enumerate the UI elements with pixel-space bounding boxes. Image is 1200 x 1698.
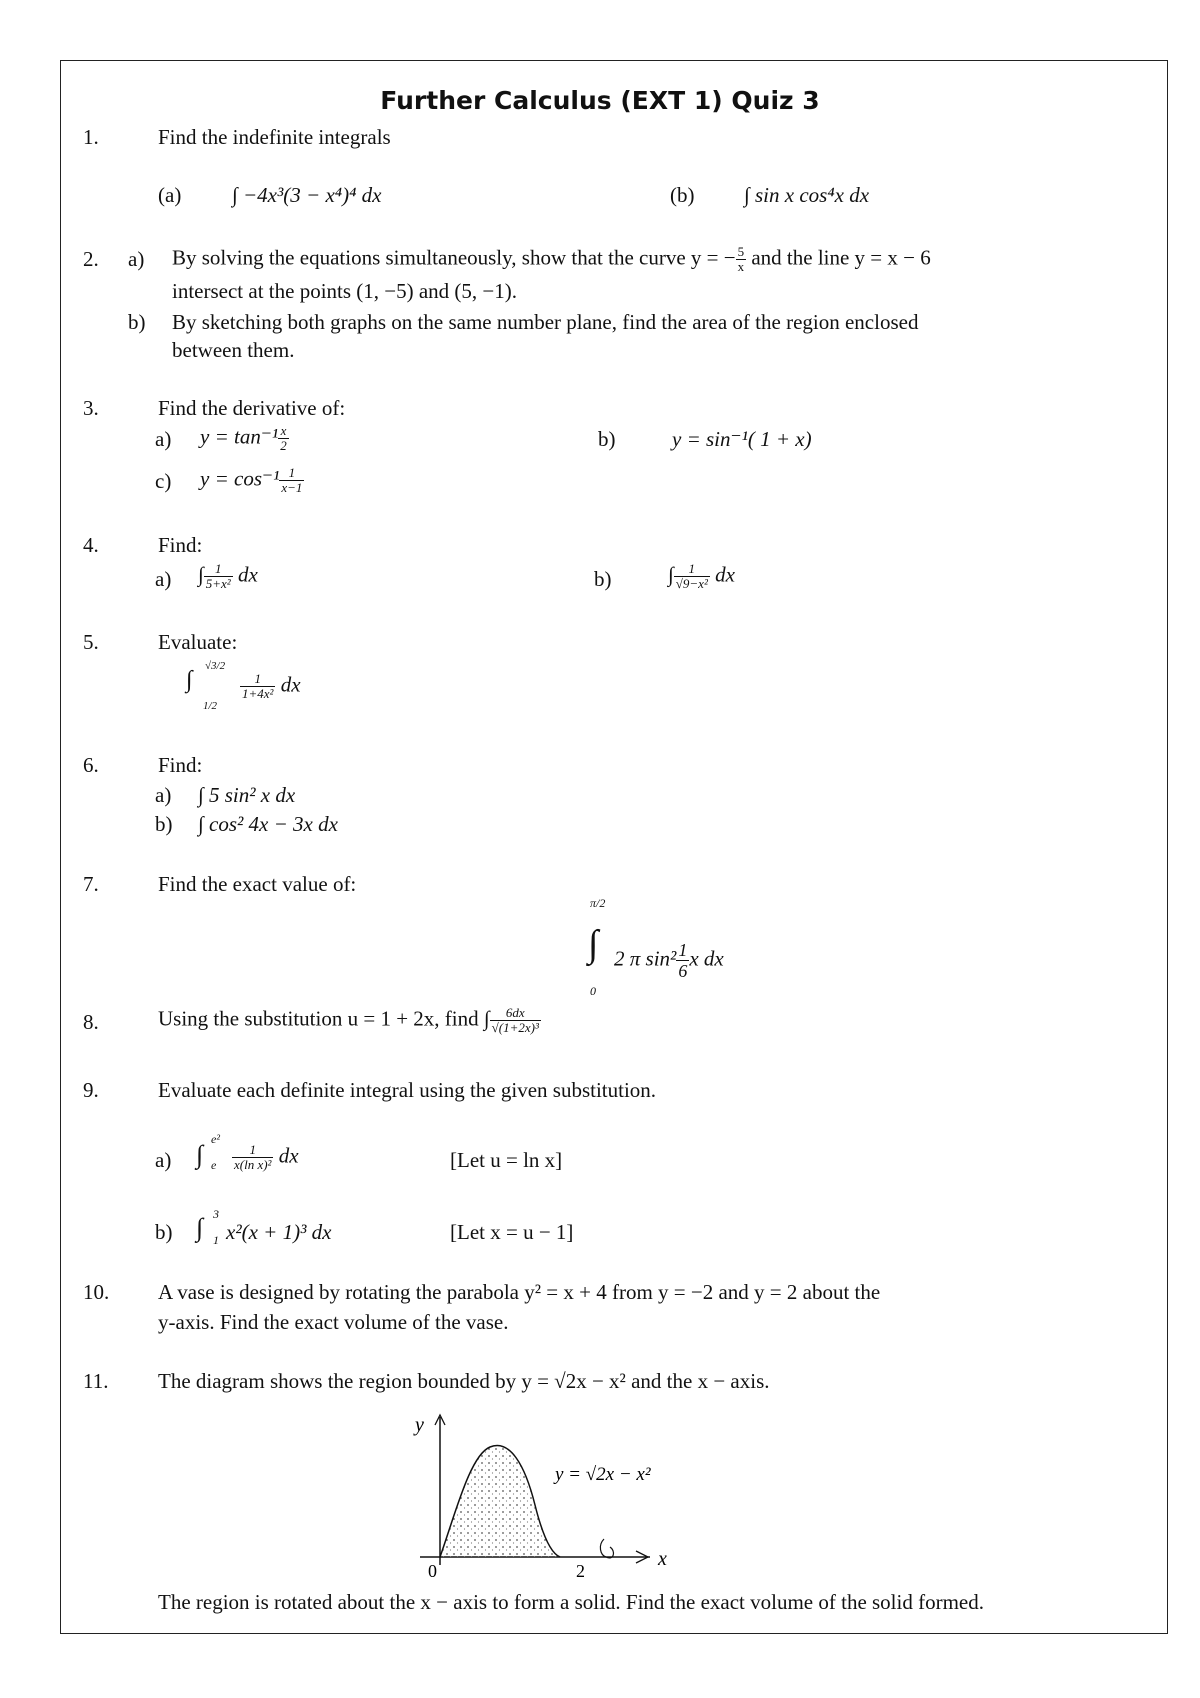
question-4a-expression [198, 562, 258, 591]
region-diagram [410, 1405, 730, 1585]
question-9a-dx: dx [278, 1143, 299, 1168]
page-title: Further Calculus (EXT 1) Quiz 3 [380, 86, 820, 115]
question-9a-upper-limit: e² [211, 1132, 220, 1146]
diagram-y-label: y [415, 1414, 424, 1436]
question-4a-fraction [204, 562, 233, 591]
question-7-integrand [614, 940, 724, 981]
question-3c-expression [200, 466, 304, 495]
question-7-lower-limit: 0 [590, 984, 596, 998]
question-7-text: Find the exact value of: [158, 872, 357, 896]
question-5-number: 5. [83, 630, 99, 654]
diagram-two-label: 2 [576, 1561, 585, 1580]
question-5-text: Evaluate: [158, 630, 238, 654]
question-2a-fraction-denominator: x [737, 259, 745, 274]
question-5-lower-limit: 1/2 [203, 700, 218, 712]
question-4b-integral-sign: ∫ [668, 562, 674, 587]
question-8-fraction-numerator: 6dx [490, 1006, 541, 1021]
question-9b-hint: [Let x = u − 1] [450, 1220, 574, 1244]
question-4a-fraction-numerator: 1 [204, 562, 233, 577]
diagram-curve-label: y = √2x − x² [555, 1464, 651, 1485]
question-2a-line-1 [172, 245, 931, 274]
question-4a-dx: dx [237, 562, 258, 587]
question-1-text: Find the indefinite integrals [158, 125, 391, 149]
question-9a-fraction [232, 1143, 273, 1172]
question-5-dx: dx [280, 672, 301, 697]
question-4b-fraction-denominator: √9−x² [675, 576, 708, 591]
question-3b-label: b) [598, 427, 616, 451]
question-11-number: 11. [83, 1369, 109, 1393]
question-6a-expression: ∫ 5 sin² x dx [198, 783, 296, 807]
question-4b-fraction [674, 562, 710, 591]
question-1a-label: (a) [158, 183, 182, 207]
question-2a-line-1-pre: By solving the equations simultaneously, show that the curve y = − [172, 245, 736, 270]
question-11-footer: The region is rotated about the x − axis to form a solid. Find the exact volume of the solid formed. [158, 1590, 984, 1614]
question-2a-fraction [736, 245, 747, 274]
question-2a-fraction-numerator: 5 [737, 244, 745, 259]
question-3a-expression-text: y = tan⁻¹ [200, 424, 279, 449]
question-4-number: 4. [83, 533, 99, 557]
question-3-text: Find the derivative of: [158, 396, 346, 420]
diagram-x-label: x [658, 1548, 667, 1570]
question-3c-fraction [279, 466, 304, 495]
question-5-integral-sign: ∫ [186, 667, 193, 693]
question-1b-expression: ∫ sin x cos⁴x dx [744, 183, 870, 207]
question-2a-label: a) [128, 247, 145, 271]
question-3a-fraction-numerator: x [278, 424, 289, 439]
question-4b-expression [668, 562, 735, 591]
question-8-fraction [490, 1006, 541, 1035]
question-1-number: 1. [83, 125, 99, 149]
question-1b-label: (b) [670, 183, 695, 207]
question-3-number: 3. [83, 396, 99, 420]
question-11-text: The diagram shows the region bounded by y = √2x − x² and the x − axis. [158, 1369, 770, 1393]
question-3c-fraction-numerator: 1 [279, 466, 304, 481]
question-5-fraction [240, 672, 275, 701]
question-7-integral-sign: ∫ [588, 923, 599, 965]
question-9a-hint: [Let u = ln x] [450, 1148, 563, 1172]
question-7-expression-pre: 2 π sin² [614, 946, 677, 971]
question-3c-expression-text: y = cos⁻¹ [200, 466, 280, 491]
question-9a-integral-sign: ∫ [196, 1140, 204, 1169]
question-8-text-main: Using the substitution u = 1 + 2x, find ∫ [158, 1006, 490, 1031]
question-2a-line-1-post: and the line y = x − 6 [746, 245, 931, 270]
shaded-region [440, 1446, 560, 1557]
question-3a-label: a) [155, 427, 172, 451]
question-9b-upper-limit: 3 [213, 1207, 219, 1221]
diagram-origin-label: 0 [428, 1561, 437, 1580]
question-9a-integrand [232, 1143, 299, 1172]
region-diagram-svg [410, 1405, 730, 1580]
question-6b-expression: ∫ cos² 4x − 3x dx [198, 812, 338, 836]
question-10-line-2: y-axis. Find the exact volume of the vase. [158, 1310, 509, 1334]
question-7-upper-limit: π/2 [590, 896, 606, 910]
question-9a-lower-limit: e [211, 1158, 217, 1172]
question-1a-expression: ∫ −4x³(3 − x⁴)⁴ dx [232, 183, 382, 207]
question-8-number: 8. [83, 1010, 99, 1034]
question-3a-fraction-denominator: 2 [280, 438, 287, 453]
question-7-fraction-denominator: 6 [678, 961, 688, 981]
question-5-fraction-numerator: 1 [240, 672, 275, 687]
question-3a-expression [200, 424, 289, 453]
question-4b-fraction-numerator: 1 [674, 562, 710, 577]
question-9b-integral-sign: ∫ [196, 1213, 204, 1242]
question-5-upper-limit: √3/2 [205, 660, 226, 672]
question-4b-label: b) [594, 567, 612, 591]
question-9a-label: a) [155, 1148, 172, 1172]
question-3c-fraction-denominator: x−1 [281, 480, 303, 495]
question-6-number: 6. [83, 753, 99, 777]
question-10-line-1: A vase is designed by rotating the parabola y² = x + 4 from y = −2 and y = 2 about the [158, 1280, 881, 1304]
question-4a-fraction-denominator: 5+x² [205, 576, 231, 591]
rotation-arrow-icon [600, 1539, 613, 1558]
question-10-number: 10. [83, 1280, 110, 1304]
question-3b-expression: y = sin⁻¹( 1 + x) [672, 427, 812, 451]
question-4b-dx: dx [715, 562, 735, 587]
question-6b-label: b) [155, 812, 173, 836]
question-9-text: Evaluate each definite integral using the given substitution. [158, 1078, 657, 1102]
question-3c-label: c) [155, 469, 172, 493]
question-9-number: 9. [83, 1078, 99, 1102]
question-9b-label: b) [155, 1220, 173, 1244]
question-7-fraction [676, 940, 689, 981]
question-2b-line-2: between them. [172, 338, 295, 362]
question-9a-fraction-denominator: x(ln x)² [234, 1157, 272, 1172]
question-5-integrand [240, 672, 301, 701]
question-2b-label: b) [128, 310, 146, 334]
question-6a-label: a) [155, 783, 172, 807]
question-4a-integral-sign: ∫ [198, 562, 204, 587]
question-2a-line-2: intersect at the points (1, −5) and (5, −1). [172, 279, 518, 303]
question-6-text: Find: [158, 753, 203, 777]
question-9b-lower-limit: 1 [213, 1233, 219, 1247]
question-5-fraction-denominator: 1+4x² [242, 686, 274, 701]
question-4-text: Find: [158, 533, 203, 557]
question-7-fraction-numerator: 1 [678, 940, 688, 960]
question-8-fraction-denominator: √(1+2x)³ [491, 1020, 539, 1035]
question-3a-fraction [278, 424, 289, 453]
question-9b-expression: x²(x + 1)³ dx [226, 1220, 332, 1244]
question-8-text [158, 1006, 541, 1035]
question-7-number: 7. [83, 872, 99, 896]
question-2-number: 2. [83, 247, 99, 271]
question-7-expression-post: x dx [689, 946, 724, 971]
question-2b-line-1: By sketching both graphs on the same number plane, find the area of the region enclosed [172, 310, 919, 334]
question-4a-label: a) [155, 567, 172, 591]
question-9a-fraction-numerator: 1 [232, 1143, 273, 1158]
